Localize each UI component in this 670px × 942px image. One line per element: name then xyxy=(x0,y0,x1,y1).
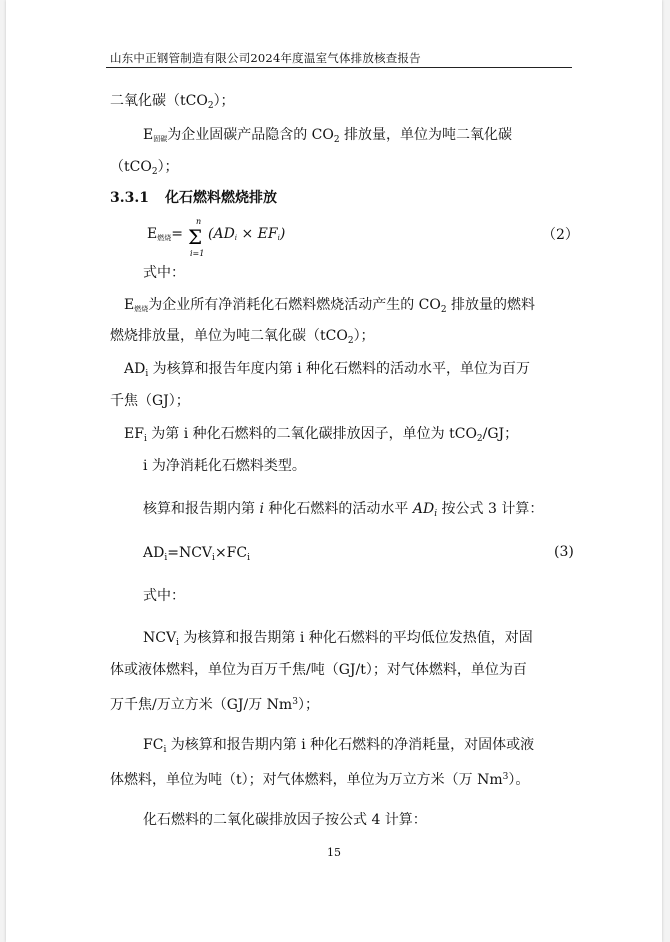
document-page xyxy=(6,0,662,942)
subscript: i xyxy=(247,553,250,563)
section-title: 化石燃料燃烧排放 xyxy=(164,190,277,206)
text: 种化石燃料的活动水平 xyxy=(263,501,413,517)
text: 为核算和报告期第 i 种化石燃料的平均低位发热值，对固 xyxy=(178,630,533,646)
text: 按公式 3 计算： xyxy=(437,501,544,517)
subscript: i xyxy=(176,638,179,648)
section-number: 3.3.1 xyxy=(110,190,149,206)
text-line-7: 千焦（GJ）； xyxy=(110,393,190,409)
sum-lower-limit: i=1 xyxy=(190,249,205,258)
text-line-8 xyxy=(124,425,518,448)
text-line-15 xyxy=(110,768,529,789)
formula-2-number: （2） xyxy=(542,227,579,243)
text: 为企业固碳产品隐含的 CO xyxy=(167,127,334,143)
page-number: 15 xyxy=(327,846,341,859)
subscript: 2 xyxy=(347,336,354,346)
equals: = xyxy=(171,226,183,242)
text-line-14 xyxy=(143,736,534,759)
symbol: AD xyxy=(412,501,435,517)
formula-3-number: (3) xyxy=(554,544,574,560)
text-line-9: i 为净消耗化石燃料类型。 xyxy=(143,458,306,474)
page-header: 山东中正钢管制造有限公司2024年度温室气体排放核查报告 xyxy=(110,51,421,65)
subscript: i xyxy=(234,234,238,242)
text: 体燃料，单位为吨（t）；对气体燃料，单位为万立方米（万 Nm xyxy=(110,772,503,788)
symbol: (AD xyxy=(208,226,235,242)
text: 为核算和报告期内第 i 种化石燃料的净消耗量，对固体或液 xyxy=(166,737,535,753)
formula-3 xyxy=(143,544,250,567)
text: 核算和报告期内第 xyxy=(143,501,260,517)
subscript: i xyxy=(145,369,149,379)
subscript: i xyxy=(143,434,147,444)
symbol: E xyxy=(124,297,135,313)
text: 万千焦/万立方米（GJ/万 Nm xyxy=(110,697,293,713)
symbol: =NCV xyxy=(167,545,213,561)
text: 为核算和报告年度内第 i 种化石燃料的活动水平，单位为百万 xyxy=(148,361,531,377)
text-line-1 xyxy=(110,92,235,115)
text: ）； xyxy=(157,159,179,175)
text: （tCO xyxy=(110,159,152,175)
text-line-11 xyxy=(143,629,533,652)
text-line-12: 体或液体燃料，单位为百万千焦/吨（GJ/t）；对气体燃料，单位为百 xyxy=(110,662,527,678)
text: ）。 xyxy=(508,772,530,788)
sum-upper-limit: n xyxy=(196,217,202,226)
subscript: 2 xyxy=(476,434,483,444)
text-line-2 xyxy=(143,126,512,149)
superscript: 3 xyxy=(292,697,298,707)
formula-2-rhs xyxy=(208,225,285,247)
symbol: NCV xyxy=(143,630,177,646)
text-line-4 xyxy=(124,296,535,319)
text: 排放量的燃料 xyxy=(446,297,536,313)
subscript: 固碳 xyxy=(153,135,168,143)
subscript: i xyxy=(212,553,215,563)
subscript: i xyxy=(163,745,167,755)
text-line-5 xyxy=(110,327,375,350)
symbol: AD xyxy=(143,545,165,561)
where-label-1: 式中： xyxy=(143,265,185,281)
text: ）； xyxy=(213,93,235,109)
symbol: ×FC xyxy=(214,545,248,561)
text-line-13 xyxy=(110,693,319,714)
subscript: i xyxy=(164,553,168,563)
text: 燃烧排放量，单位为吨二氧化碳（tCO xyxy=(110,328,348,344)
symbol: E xyxy=(143,127,154,143)
sigma-glyph: Σ xyxy=(188,225,203,249)
text-line-6 xyxy=(124,360,530,383)
subscript: i xyxy=(277,234,280,242)
text: 为企业所有净消耗化石燃料燃烧活动产生的 CO xyxy=(148,297,441,313)
text: 二氧化碳（tCO xyxy=(110,93,208,109)
superscript: 3 xyxy=(502,772,509,782)
subscript: i xyxy=(434,509,438,519)
subscript: 2 xyxy=(207,101,214,111)
text-line-16: 化石燃料的二氧化碳排放因子按公式 4 计算： xyxy=(143,812,427,828)
where-label-2: 式中： xyxy=(143,588,185,604)
subscript: 2 xyxy=(333,135,340,145)
text: /GJ； xyxy=(482,426,519,442)
text: 为第 i 种化石燃料的二氧化碳排放因子，单位为 tCO xyxy=(146,426,477,442)
subscript: 燃烧 xyxy=(157,234,172,242)
subscript: 2 xyxy=(151,167,158,177)
symbol: i xyxy=(259,501,264,517)
symbol: FC xyxy=(143,737,164,753)
subscript: 2 xyxy=(440,305,447,315)
section-heading xyxy=(110,189,277,207)
text: ）； xyxy=(353,328,375,344)
symbol: E xyxy=(147,226,158,242)
symbol: ) xyxy=(279,226,286,242)
text-line-10 xyxy=(143,500,543,523)
text: ）； xyxy=(297,697,319,713)
subscript: 燃烧 xyxy=(134,305,149,313)
header-rule xyxy=(106,67,572,68)
symbol: × EF xyxy=(237,226,278,242)
formula-2-lhs xyxy=(147,225,183,247)
text-line-3 xyxy=(110,158,179,181)
symbol: EF xyxy=(124,426,144,442)
text: 排放量，单位为吨二氧化碳 xyxy=(339,127,513,143)
symbol: AD xyxy=(124,361,146,377)
